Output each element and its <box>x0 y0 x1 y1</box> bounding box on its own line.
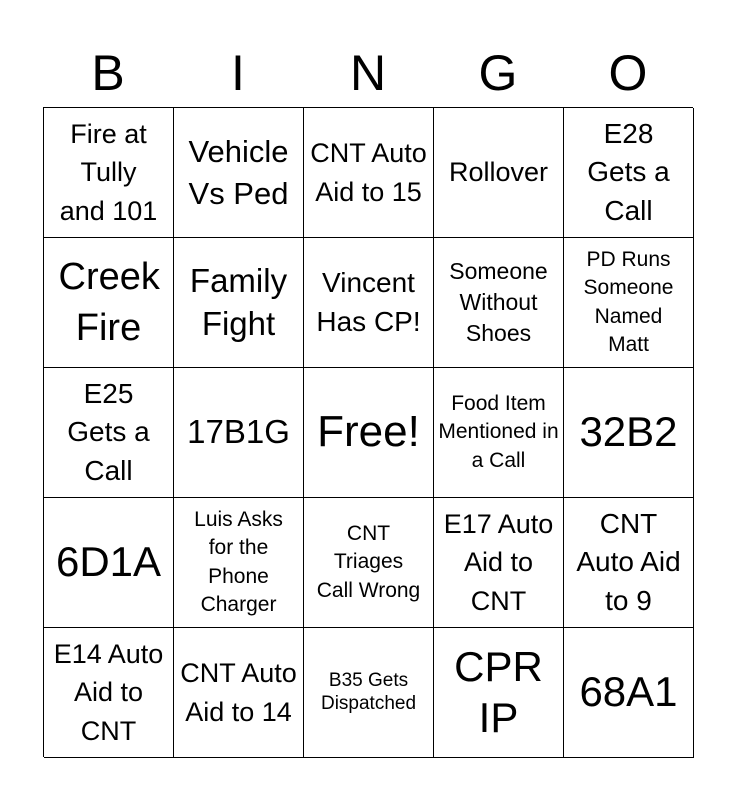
cell-text: CNT Auto Aid to 9 <box>576 507 681 616</box>
cell-text: Vehicle Vs Ped <box>188 133 289 211</box>
cell-text: 68A1 <box>579 668 678 716</box>
bingo-cell[interactable] <box>304 108 434 238</box>
cell-text: E14 Auto Aid to CNT <box>53 639 164 746</box>
bingo-cell[interactable] <box>564 498 694 628</box>
cell-text: Food Item Mentioned in a Call <box>438 391 559 472</box>
cell-text: Fire at Tully and 101 <box>59 119 158 226</box>
bingo-cell[interactable] <box>564 238 694 368</box>
bingo-cell[interactable] <box>174 238 304 368</box>
cell-text: CNT Auto Aid to 14 <box>180 658 297 727</box>
cell-text: 6D1A <box>55 538 162 586</box>
bingo-cell[interactable] <box>564 368 694 498</box>
cell-text: E17 Auto Aid to CNT <box>443 509 554 616</box>
cell-text: Luis Asks for the Phone Charger <box>194 507 283 616</box>
cell-text: 32B2 <box>579 408 678 456</box>
cell-text: Creek Fire <box>58 255 160 349</box>
cell-text: CPR IP <box>454 643 543 741</box>
cell-text: E25 Gets a Call <box>67 377 150 486</box>
header-letter-b: B <box>91 45 125 101</box>
bingo-cell[interactable] <box>564 108 694 238</box>
bingo-cell[interactable] <box>44 628 174 758</box>
bingo-cell[interactable] <box>564 628 694 758</box>
cell-text: Rollover <box>448 157 549 188</box>
bingo-cell[interactable] <box>174 108 304 238</box>
cell-text: Vincent Has CP! <box>316 267 421 337</box>
bingo-grid <box>43 107 693 757</box>
header-letter-g: G <box>478 45 518 101</box>
bingo-cell[interactable] <box>434 498 564 628</box>
cell-text: Someone Without Shoes <box>449 257 548 347</box>
bingo-cell[interactable] <box>44 368 174 498</box>
bingo-cell[interactable] <box>44 238 174 368</box>
bingo-cell[interactable] <box>304 238 434 368</box>
bingo-cell[interactable] <box>44 108 174 238</box>
bingo-cell[interactable] <box>434 628 564 758</box>
bingo-cell[interactable] <box>434 368 564 498</box>
cell-text: PD Runs Someone Named Matt <box>583 247 674 356</box>
free-space: Free! <box>317 407 420 457</box>
cell-text: B35 Gets Dispatched <box>320 670 417 714</box>
bingo-cell[interactable] <box>434 108 564 238</box>
header-letter-n: N <box>349 45 387 101</box>
header-letter-i: I <box>231 45 245 101</box>
bingo-cell[interactable] <box>304 498 434 628</box>
bingo-cell[interactable] <box>304 628 434 758</box>
cell-text: CNT Auto Aid to 15 <box>310 138 427 207</box>
bingo-cell[interactable] <box>434 238 564 368</box>
bingo-header <box>43 38 693 108</box>
bingo-cell[interactable] <box>174 368 304 498</box>
header-letter-o: O <box>608 45 648 101</box>
cell-text: E28 Gets a Call <box>587 117 670 226</box>
bingo-cell[interactable] <box>174 628 304 758</box>
cell-text: Family Fight <box>189 261 288 342</box>
cell-text: CNT Triages Call Wrong <box>316 521 421 602</box>
bingo-cell[interactable] <box>174 498 304 628</box>
bingo-cell[interactable] <box>44 498 174 628</box>
cell-text: 17B1G <box>187 413 290 451</box>
bingo-cell[interactable] <box>304 368 434 498</box>
